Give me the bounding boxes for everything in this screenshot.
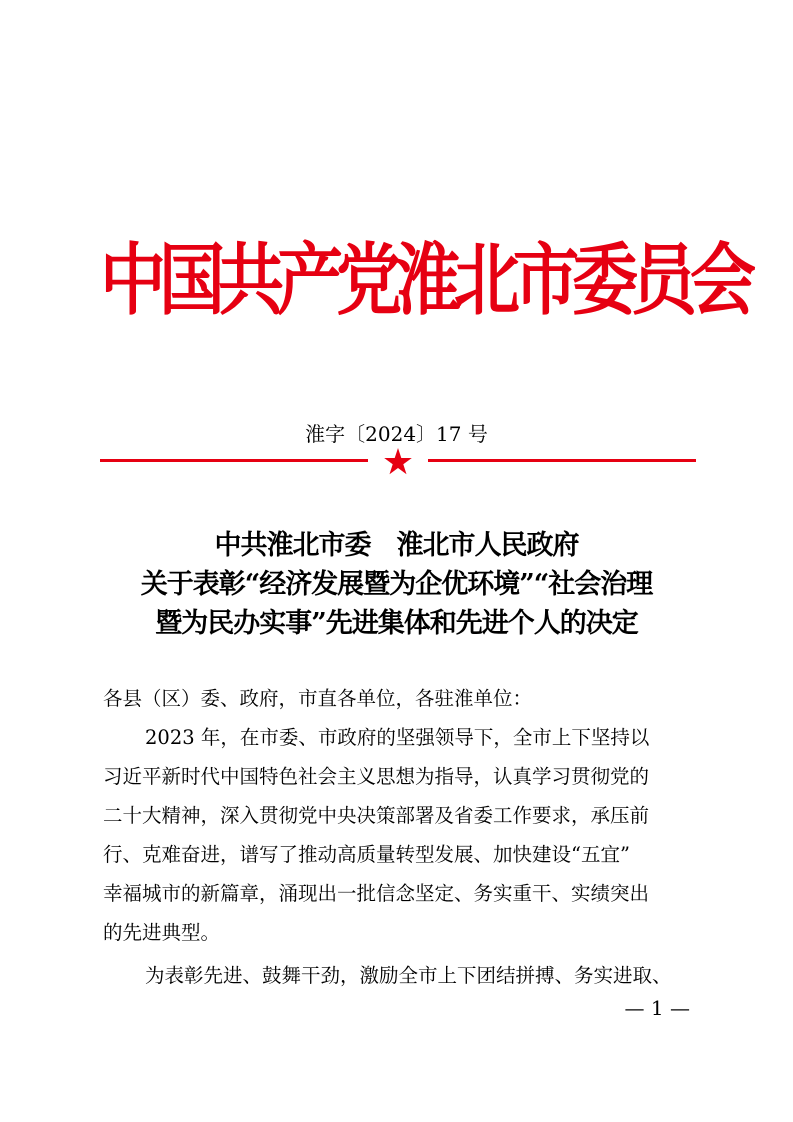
document-title xyxy=(0,526,793,643)
title-line: 关于表彰“经济发展暨为企优环境”“社会治理 xyxy=(140,569,653,600)
red-rule-left xyxy=(100,459,368,462)
title-line: 中共淮北市委 淮北市人民政府 xyxy=(214,530,579,561)
salutation: 各县（区）委、政府，市直各单位，各驻淮单位： xyxy=(103,687,533,710)
red-rule-right xyxy=(428,459,696,462)
body-line: 二十大精神，深入贯彻党中央决策部署及省委工作要求，承压前 xyxy=(103,804,650,827)
issuer-masthead: 中国共产党淮北市委员会 xyxy=(100,234,749,326)
body-line: 行、克难奋进，谱写了推动高质量转型发展、加快建设“五宜” xyxy=(103,843,630,866)
title-line: 暨为民办实事”先进集体和先进个人的决定 xyxy=(155,608,638,639)
document-body xyxy=(103,679,693,995)
page-number: — 1 — xyxy=(624,996,690,1020)
body-line: 习近平新时代中国特色社会主义思想为指导，认真学习贯彻党的 xyxy=(103,765,650,788)
star-icon xyxy=(383,447,413,477)
body-line: 的先进典型。 xyxy=(103,921,221,944)
body-line: 为表彰先进、鼓舞干劲，激励全市上下团结拼搏、务实进取、 xyxy=(145,964,672,987)
body-line: 幸福城市的新篇章，涌现出一批信念坚定、务实重干、实绩突出 xyxy=(103,882,650,905)
document-number: 淮字〔2024〕17 号 xyxy=(305,422,488,446)
body-line: 2023 年，在市委、市政府的坚强领导下，全市上下坚持以 xyxy=(145,726,650,749)
